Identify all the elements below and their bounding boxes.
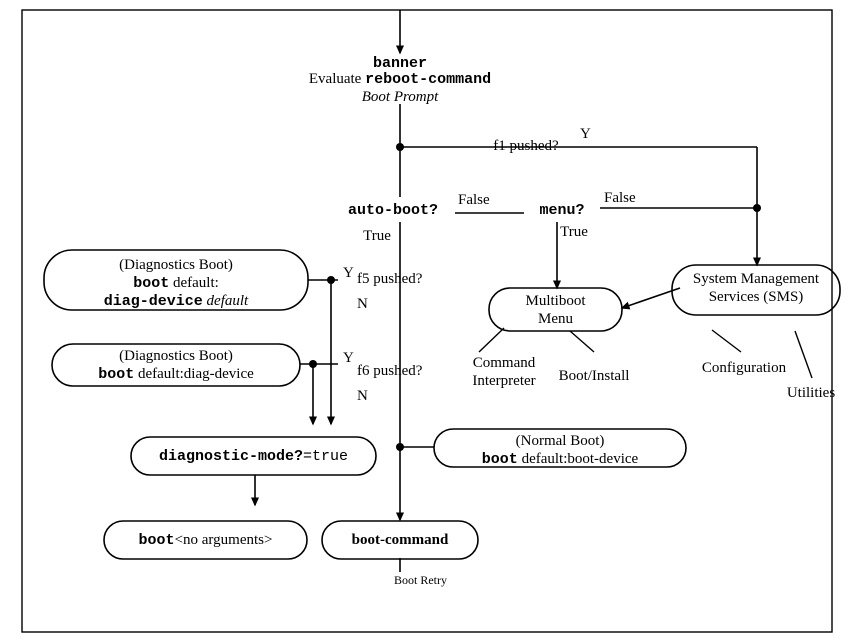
f1-yes-label: Y — [580, 126, 591, 142]
diagnostics-boot-1-line2 — [44, 274, 308, 293]
f6-no-label: N — [357, 388, 368, 404]
f5-no-label: N — [357, 296, 368, 312]
multiboot-menu-line2: Menu — [538, 311, 573, 327]
diag-device-plain-2: default:diag-device — [134, 366, 254, 382]
boot-token-4: boot — [138, 532, 175, 549]
banner-label: banner — [372, 55, 428, 72]
diagnostics-boot-1-line1: (Diagnostics Boot) — [119, 257, 233, 273]
auto-boot-true-label: True — [363, 228, 391, 244]
diag-device-token-1: diag-device — [103, 293, 203, 310]
no-arguments-text: <no arguments> — [174, 532, 273, 548]
normal-boot-line1: (Normal Boot) — [515, 433, 605, 449]
default-italic-1: default — [202, 293, 249, 309]
f1-pushed-label: f1 pushed? — [493, 138, 559, 154]
diagnostics-boot-1-line3 — [44, 292, 308, 311]
f6-yes-label: Y — [343, 350, 354, 366]
boot-prompt-label: Boot Prompt — [361, 89, 439, 105]
sms-line2: Services (SMS) — [708, 289, 804, 305]
boot-retry-label: Boot Retry — [394, 573, 447, 587]
sms-line1: System Management — [692, 271, 820, 287]
f6-pushed-label: f6 pushed? — [357, 363, 423, 379]
boot-token-3: boot — [481, 451, 518, 468]
configuration-label: Configuration — [701, 360, 787, 376]
command-interpreter-line2: Interpreter — [472, 373, 536, 389]
multiboot-menu-line1: Multiboot — [525, 293, 586, 309]
normal-boot-line2 — [434, 450, 686, 469]
auto-boot-false-label: False — [458, 192, 490, 208]
f5-pushed-label: f5 pushed? — [357, 271, 423, 287]
diagnostic-mode-token: diagnostic-mode? — [158, 448, 303, 465]
diagnostic-mode-value: =true — [303, 448, 349, 465]
diagnostics-boot-2-line1: (Diagnostics Boot) — [119, 348, 233, 364]
auto-boot-label: auto-boot? — [347, 202, 439, 219]
utilities-label: Utilities — [786, 385, 836, 401]
boot-token-1: boot — [133, 275, 170, 292]
diagnostics-boot-2-line2 — [52, 365, 300, 384]
command-interpreter-line1: Command — [472, 355, 536, 371]
menu-false-label: False — [604, 190, 636, 206]
boot-command-node: boot-command — [351, 532, 449, 548]
boot-device-plain: default:boot-device — [517, 451, 639, 467]
diagnostic-mode-node — [131, 447, 376, 466]
boot-install-label: Boot/Install — [558, 368, 630, 384]
reboot-command-token: reboot-command — [365, 71, 492, 88]
menu-true-label: True — [560, 224, 588, 240]
boot-token-2: boot — [98, 366, 135, 383]
menu-label: menu? — [539, 202, 585, 219]
f5-yes-label: Y — [343, 265, 354, 281]
evaluate-reboot-command-label — [309, 71, 491, 88]
evaluate-prefix: Evaluate — [308, 71, 366, 87]
boot-no-arguments-node — [104, 531, 307, 550]
default-colon-1: default: — [169, 275, 219, 291]
